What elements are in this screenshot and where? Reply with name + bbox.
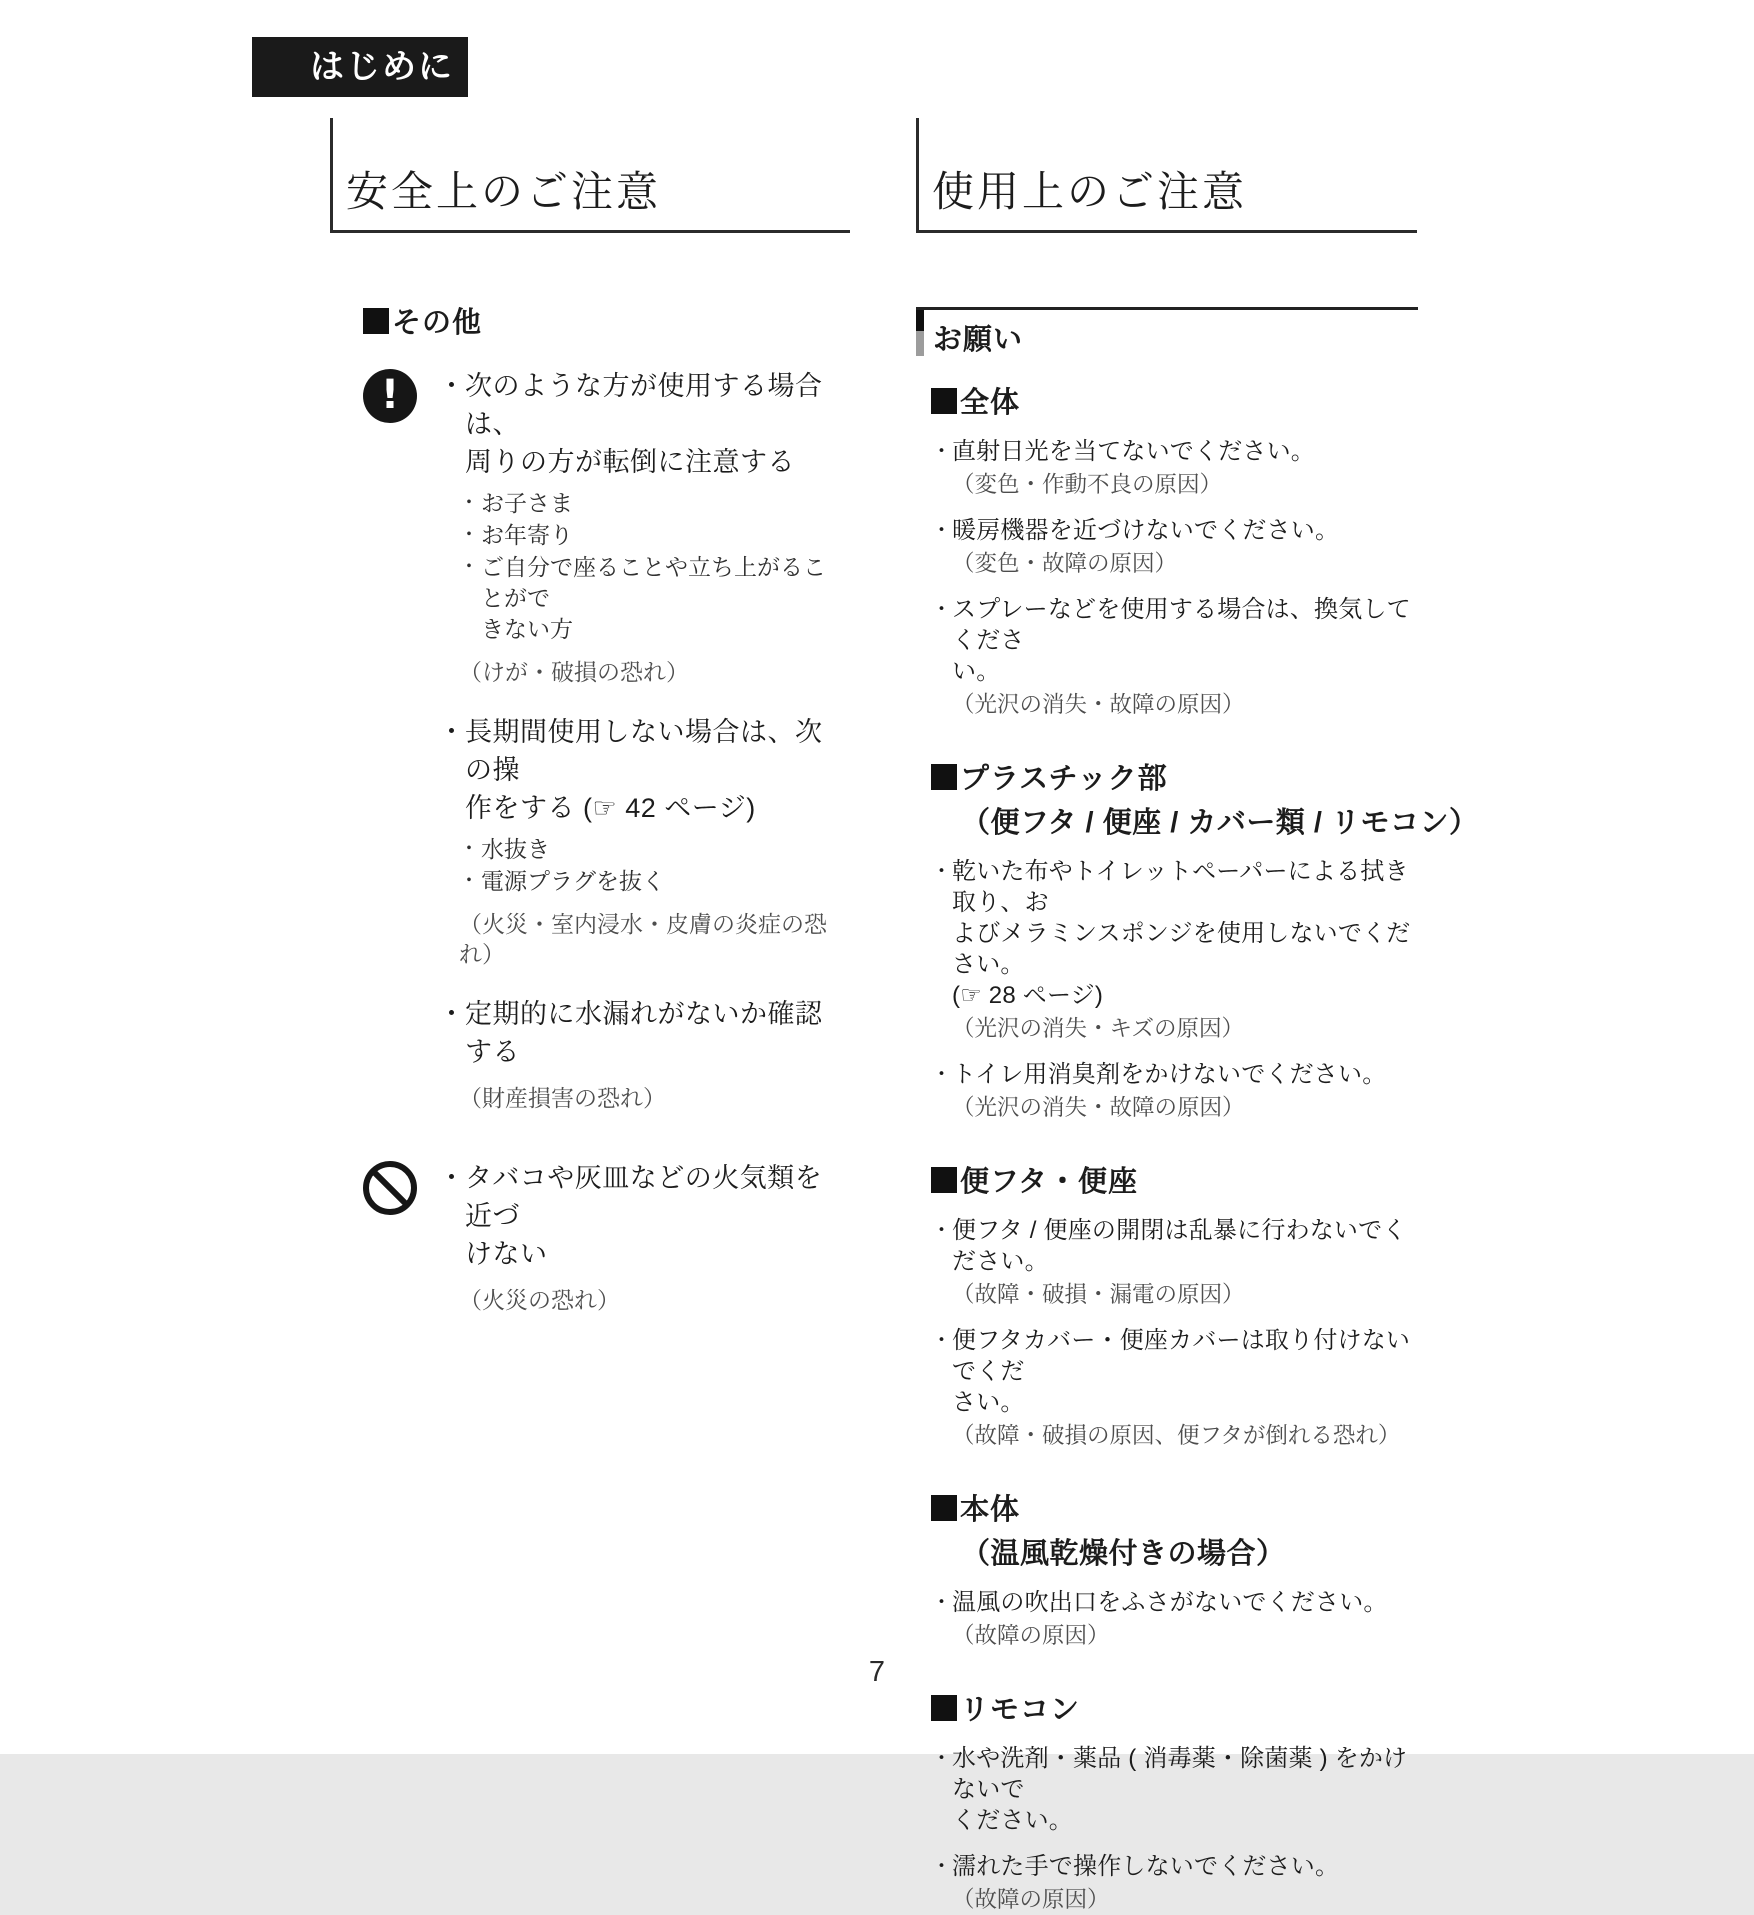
section-heading <box>931 1159 1418 1200</box>
list-item-note <box>438 657 838 687</box>
list-item-note <box>931 1621 1418 1651</box>
bullet-dot-icon: ・ <box>931 1063 953 1086</box>
list-item-note <box>931 1885 1418 1915</box>
text-line: ・ 水や洗剤・薬品 ( 消毒薬・除菌薬 ) をかけないで <box>931 1745 1408 1803</box>
section-square-icon <box>931 388 957 414</box>
text-line: さい。 <box>952 1389 1025 1416</box>
section-subheading: （温風乾燥付きの場合） <box>961 1538 1286 1570</box>
section-heading-label: 本体 <box>960 1494 1021 1526</box>
bullet-dot-icon: ・ <box>459 838 479 860</box>
section-square-icon <box>931 1167 957 1193</box>
list-item-note <box>438 1285 838 1315</box>
text-line: （故障・破損の原因、便フタが倒れる恐れ） <box>952 1423 1401 1448</box>
bullet-dot-icon: ・ <box>931 1747 953 1770</box>
section-heading <box>931 1487 1418 1528</box>
list-item-sub <box>438 834 838 865</box>
text-line: （光沢の消失・故障の原因） <box>952 692 1245 717</box>
list-item-bullet <box>931 1587 1418 1618</box>
text-line: きない方 <box>481 616 573 642</box>
bullet-dot-icon: ・ <box>931 1219 953 1242</box>
list-item-main <box>438 713 838 827</box>
bullet-dot-icon: ・ <box>459 870 479 892</box>
list-item-note <box>931 1280 1418 1310</box>
list-item-note <box>931 690 1418 720</box>
text-line: ・ 定期的に水漏れがないか確認する <box>465 995 838 1071</box>
section-heading-label: プラスチック部 <box>960 763 1168 795</box>
precaution-text <box>438 1159 838 1315</box>
text-line: よびメラミンスポンジを使用しないでください。 <box>952 920 1411 978</box>
prohibition-circle-icon <box>363 1161 417 1215</box>
left-column-header <box>330 118 850 233</box>
list-item-note <box>438 909 838 969</box>
section-heading <box>931 756 1418 797</box>
section-heading-label: 全体 <box>960 387 1021 419</box>
page-number: 7 <box>868 1656 886 1688</box>
text-line: （火災の恐れ） <box>459 1287 620 1313</box>
request-callout <box>916 307 1418 356</box>
text-line: ・ お年寄り <box>481 520 838 551</box>
text-line: （変色・作動不良の原因） <box>952 472 1223 497</box>
precaution-text <box>438 367 838 1113</box>
bullet-dot-icon: ・ <box>931 860 953 883</box>
list-item-note <box>931 1014 1418 1044</box>
section-heading <box>931 1687 1418 1728</box>
bullet-dot-icon: ・ <box>931 1855 953 1878</box>
section-subheading: （便フタ / 便座 / カバー類 / リモコン） <box>961 807 1479 839</box>
section-heading <box>931 380 1418 421</box>
text-line: （火災・室内浸水・皮膚の炎症の恐れ） <box>459 911 827 967</box>
bullet-dot-icon: ・ <box>931 1329 953 1352</box>
section-square-icon <box>931 764 957 790</box>
right-column-header <box>916 118 1417 233</box>
text-line: ・ 直射日光を当てないでください。 <box>931 438 1315 465</box>
list-item-bullet <box>931 856 1418 1011</box>
text-line: い。 <box>952 658 1001 685</box>
list-item-bullet <box>931 1325 1418 1418</box>
text-line: ・ 次のような方が使用する場合は、 <box>465 367 838 443</box>
text-line: 作をする (☞ 42 ページ) <box>465 793 756 823</box>
list-item-bullet <box>931 436 1418 467</box>
left-column-title: 安全上のご注意 <box>346 168 662 215</box>
list-item-main <box>438 1159 838 1273</box>
text-line: ・ お子さま <box>481 488 838 519</box>
bullet-dot-icon: ・ <box>931 598 953 621</box>
text-line: （財産損害の恐れ） <box>459 1085 666 1111</box>
list-item-bullet <box>931 1215 1418 1277</box>
list-item-sub <box>438 866 838 897</box>
text-line: ・ ご自分で座ることや立ち上がることがで <box>459 554 826 611</box>
text-line: ・ スプレーなどを使用する場合は、換気してくださ <box>931 596 1411 654</box>
list-item-bullet <box>931 1851 1418 1882</box>
list-item-main <box>438 995 838 1071</box>
list-item-sub <box>438 520 838 551</box>
text-line: ・ タバコや灰皿などの火気類を近づ <box>465 1159 838 1235</box>
mandatory-exclamation-circle-icon: ! <box>363 369 417 423</box>
list-item-note <box>438 1083 838 1113</box>
text-line: （けが・破損の恐れ） <box>459 659 689 685</box>
bullet-dot-icon: ・ <box>459 556 479 578</box>
callout-label: お願い <box>933 324 1024 356</box>
text-line: (☞ 28 ページ) <box>952 982 1104 1009</box>
bullet-dot-icon: ・ <box>438 1163 466 1193</box>
section-heading-label: その他 <box>392 307 483 339</box>
bullet-dot-icon: ・ <box>931 440 953 463</box>
slash-bar-icon <box>370 1168 410 1208</box>
text-line: ・ 濡れた手で操作しないでください。 <box>931 1853 1340 1880</box>
section-heading <box>363 300 838 341</box>
list-item-sub <box>438 552 838 645</box>
precaution-group <box>363 1159 838 1315</box>
list-item-note <box>931 470 1418 500</box>
bullet-dot-icon: ・ <box>459 524 479 546</box>
list-item-main <box>438 367 838 481</box>
list-item-note <box>931 549 1418 579</box>
bullet-dot-icon: ・ <box>931 1591 953 1614</box>
text-line: ・ 便フタ / 便座の開閉は乱暴に行わないでください。 <box>931 1217 1407 1275</box>
list-item-sub <box>438 488 838 519</box>
list-item-bullet <box>931 594 1418 687</box>
right-column-title: 使用上のご注意 <box>932 168 1248 215</box>
section-square-icon <box>363 308 389 334</box>
list-item-bullet <box>931 1743 1418 1836</box>
section-square-icon <box>931 1695 957 1721</box>
bullet-dot-icon: ・ <box>459 492 479 514</box>
symbol-column <box>363 367 417 1113</box>
text-line: ・ 暖房機器を近づけないでください。 <box>931 517 1340 544</box>
text-line: ・ 水抜き <box>481 834 838 865</box>
text-line: （故障の原因） <box>952 1623 1110 1648</box>
list-item-bullet <box>931 515 1418 546</box>
text-line: （故障・破損・漏電の原因） <box>952 1282 1245 1307</box>
text-line: 周りの方が転倒に注意する <box>465 447 795 477</box>
text-line: ・ 長期間使用しない場合は、次の操 <box>465 713 838 789</box>
list-item-note <box>931 1421 1418 1451</box>
section-heading-label: 便フタ・便座 <box>960 1166 1138 1198</box>
text-line: （変色・故障の原因） <box>952 551 1178 576</box>
bullet-dot-icon: ・ <box>931 519 953 542</box>
text-line: けない <box>465 1239 548 1269</box>
bullet-dot-icon: ・ <box>438 999 466 1029</box>
text-line: ・ 電源プラグを抜く <box>481 866 838 897</box>
text-line: ・ 乾いた布やトイレットペーパーによる拭き取り、お <box>931 858 1409 916</box>
text-line: ください。 <box>952 1807 1073 1834</box>
text-line: （故障の原因） <box>952 1887 1110 1912</box>
list-item-note <box>931 1093 1418 1123</box>
symbol-column <box>363 1159 417 1315</box>
text-line: ・ トイレ用消臭剤をかけないでください。 <box>931 1061 1387 1088</box>
section-square-icon <box>931 1495 957 1521</box>
section-heading-label: リモコン <box>960 1694 1081 1726</box>
text-line: （光沢の消失・故障の原因） <box>952 1095 1245 1120</box>
text-line: ・ 便フタカバー・便座カバーは取り付けないでくだ <box>931 1327 1411 1385</box>
text-line: （光沢の消失・キズの原因） <box>952 1016 1245 1041</box>
precaution-group <box>363 367 838 1113</box>
text-line: ・ 温風の吹出口をふさがないでください。 <box>931 1589 1388 1616</box>
chapter-badge: はじめに <box>252 37 468 97</box>
list-item-bullet <box>931 1059 1418 1090</box>
bullet-dot-icon: ・ <box>438 371 466 401</box>
bullet-dot-icon: ・ <box>438 717 466 747</box>
left-column-content <box>363 300 838 1315</box>
callout-bar-icon <box>916 310 924 356</box>
